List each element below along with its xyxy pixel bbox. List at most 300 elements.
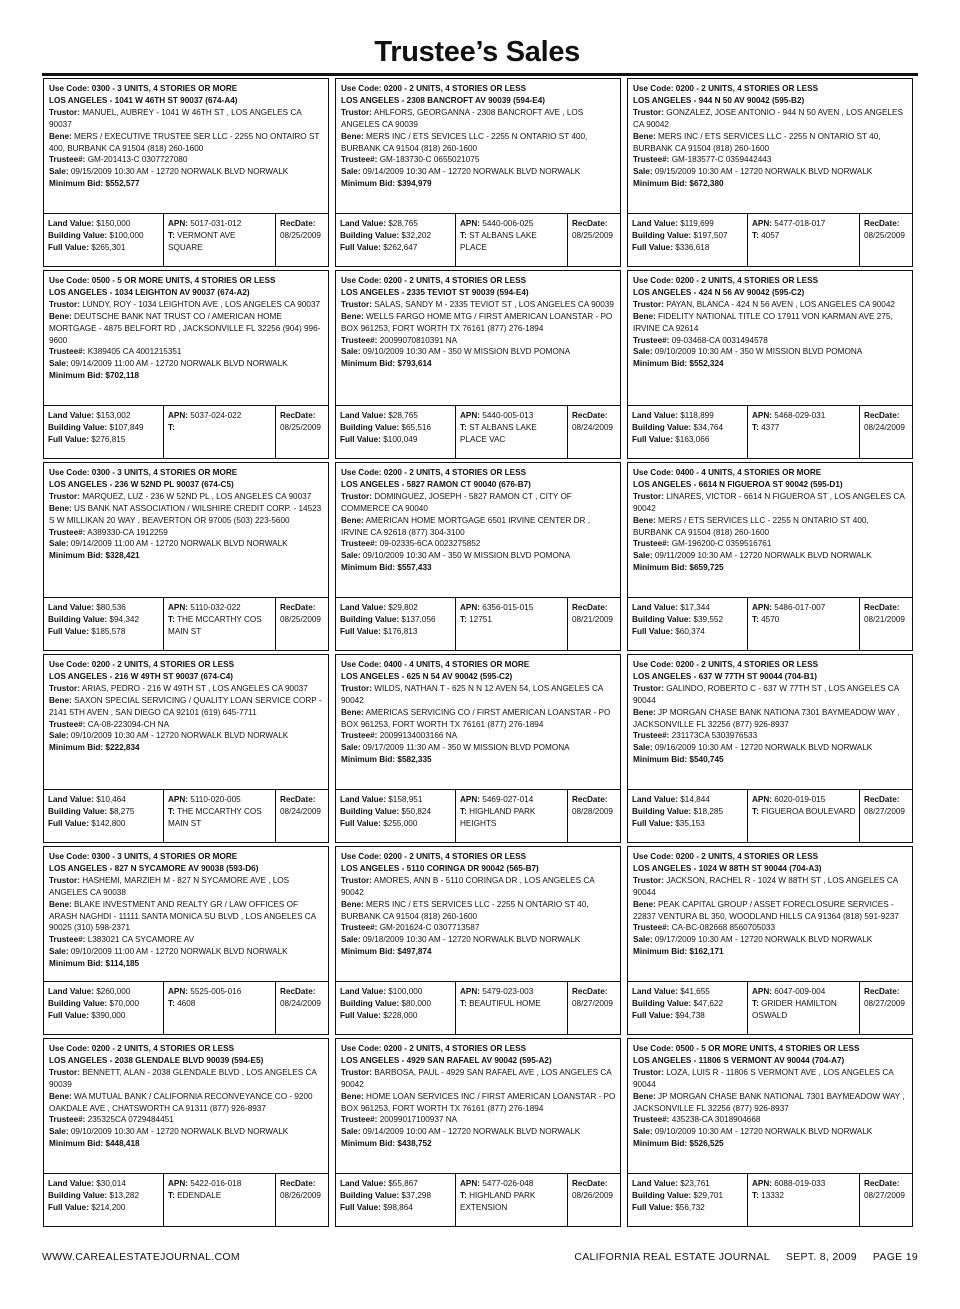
trustor-line (49, 1067, 324, 1091)
apn-label: APN: (752, 219, 773, 228)
building-value-value: $100,000 (109, 230, 144, 240)
trustor-value: LUNDY, ROY - 1034 LEIGHTON AVE , LOS ANGELES CA 90037 (82, 299, 321, 309)
minimum-bid-label: Minimum Bid: (633, 1139, 688, 1149)
listing-card (43, 462, 329, 651)
trustor-line (341, 107, 616, 131)
apn-label: APN: (460, 1179, 481, 1188)
sale-info-line (633, 550, 908, 562)
footer-website[interactable]: WWW.CAREALESTATEJOURNAL.COM (42, 1251, 240, 1263)
recdate-column (860, 790, 912, 842)
sale-info-value: 09/10/2009 10:30 AM - 12720 NORWALK BLVD NORWALK (70, 731, 289, 741)
trustor-line (633, 875, 908, 899)
listing-info (336, 271, 620, 405)
land-value-label: Land Value: (340, 795, 386, 804)
valuation-footer (44, 981, 328, 1034)
trustee-number-value: A389330-CA 1912259 (87, 527, 168, 537)
tract-label: T: (752, 230, 759, 240)
beneficiary-line (49, 899, 324, 935)
trustor-line (341, 1067, 616, 1091)
trustee-number-label: Trustee#: (633, 539, 670, 549)
full-value-label: Full Value: (48, 434, 89, 444)
apn-value: 5477-018-017 (774, 219, 826, 228)
recdate-value: 08/21/2009 (572, 614, 613, 624)
trustee-number-line (341, 1114, 616, 1126)
full-value-line (632, 626, 744, 638)
use-code: Use Code: 0500 - 5 OR MORE UNITS, 4 STORIES OR LESS (633, 1044, 860, 1053)
beneficiary-label: Bene: (633, 311, 656, 321)
beneficiary-line (49, 503, 324, 527)
apn-line (752, 794, 856, 806)
building-value-value: $29,701 (693, 1190, 724, 1200)
land-value-label: Land Value: (632, 987, 678, 996)
recdate-value: 08/25/2009 (864, 230, 905, 240)
apn-label: APN: (168, 795, 189, 804)
full-value-line (340, 1010, 452, 1022)
recdate-label: RecDate: (572, 795, 608, 804)
tract-line (168, 614, 272, 638)
full-value-line (48, 818, 160, 830)
full-value-label: Full Value: (632, 626, 673, 636)
full-value-label: Full Value: (340, 1010, 381, 1020)
recdate-value: 08/25/2009 (280, 614, 321, 624)
building-value-value: $47,622 (693, 998, 724, 1008)
recdate-column (568, 982, 620, 1034)
trustee-number-line (49, 346, 324, 358)
tract-value: FIGUEROA BOULEVARD (761, 806, 856, 816)
tract-label: T: (752, 614, 759, 624)
trustee-number-label: Trustee#: (49, 155, 86, 165)
minimum-bid-line (49, 178, 324, 190)
trustee-number-value: 09-02335-6CA 0023275852 (379, 539, 481, 549)
trustor-line (633, 299, 908, 311)
minimum-bid-line (49, 1138, 324, 1150)
use-code: Use Code: 0200 - 2 UNITS, 4 STORIES OR LESS (341, 276, 527, 285)
beneficiary-label: Bene: (49, 899, 72, 909)
beneficiary-line (341, 311, 616, 335)
listing-info (44, 655, 328, 789)
sale-info-value: 09/10/2009 10:30 AM - 12720 NORWALK BLVD NORWALK (654, 1127, 873, 1137)
listing-card (335, 270, 621, 459)
building-value-value: $37,298 (401, 1190, 432, 1200)
trustor-value: AHLFORS, GEORGANNA - 2308 BANCROFT AVE , LOS ANGELES CA 90039 (341, 107, 584, 129)
land-value-line (632, 1178, 744, 1190)
sale-info-label: Sale: (49, 167, 69, 177)
tract-label: T: (168, 1190, 175, 1200)
listing-grid (43, 78, 917, 1230)
valuation-footer (44, 789, 328, 842)
sale-info-value: 09/16/2009 10:30 AM - 12720 NORWALK BLVD NORWALK (654, 743, 873, 753)
full-value-label: Full Value: (340, 242, 381, 252)
apn-label: APN: (460, 411, 481, 420)
minimum-bid-label: Minimum Bid: (633, 179, 688, 189)
property-address: LOS ANGELES - 5110 CORINGA DR 90042 (565-B7) (341, 863, 539, 873)
apn-value: 6047-009-004 (774, 987, 826, 996)
listing-info (336, 79, 620, 213)
valuation-footer (628, 789, 912, 842)
valuation-footer (628, 1173, 912, 1226)
land-value-value: $29,802 (388, 603, 418, 612)
apn-column (748, 598, 860, 650)
footer-date: SEPT. 8, 2009 (785, 1251, 857, 1263)
trustor-value: PAYAN, BLANCA - 424 N 56 AVEN , LOS ANGELES CA 90042 (666, 299, 895, 309)
building-value-label: Building Value: (340, 998, 400, 1008)
building-value-value: $8,275 (109, 806, 135, 816)
building-value-value: $18,285 (693, 806, 724, 816)
trustor-value: ARIAS, PEDRO - 216 W 49TH ST , LOS ANGELES CA 90037 (81, 683, 308, 693)
use-code: Use Code: 0200 - 2 UNITS, 4 STORIES OR LESS (341, 84, 527, 93)
beneficiary-value: JP MORGAN CHASE BANK NATIONAL 7301 BAYMEADOW WAY , JACKSONVILLE FL 32256 (877) 926-8937 (633, 1091, 905, 1113)
recdate-value: 08/26/2009 (280, 1190, 321, 1200)
listing-card (627, 462, 913, 651)
land-value-line (632, 794, 744, 806)
listing-info (628, 655, 912, 789)
beneficiary-line (49, 695, 324, 719)
tract-value: ST ALBANS LAKE PLACE (460, 230, 537, 252)
full-value-line (48, 434, 160, 446)
minimum-bid-label: Minimum Bid: (633, 947, 688, 957)
tract-line (460, 230, 564, 254)
minimum-bid-line (341, 178, 616, 190)
property-address: LOS ANGELES - 1041 W 46TH ST 90037 (674-A4) (49, 95, 238, 105)
trustor-value: BENNETT, ALAN - 2038 GLENDALE BLVD , LOS ANGELES CA 90039 (49, 1067, 317, 1089)
property-address: LOS ANGELES - 236 W 52ND PL 90037 (674-C5) (49, 479, 234, 489)
minimum-bid-line (49, 742, 324, 754)
listing-info (44, 271, 328, 405)
beneficiary-line (633, 899, 908, 923)
sale-info-line (341, 346, 616, 358)
land-value-label: Land Value: (340, 411, 386, 420)
sale-info-line (341, 1126, 616, 1138)
apn-line (752, 410, 856, 422)
building-value-line (340, 230, 452, 242)
recdate-column (276, 406, 328, 458)
values-column (44, 214, 164, 266)
recdate-column (276, 214, 328, 266)
recdate-label: RecDate: (572, 1179, 608, 1188)
building-value-line (48, 230, 160, 242)
full-value-label: Full Value: (632, 818, 673, 828)
property-address: LOS ANGELES - 625 N 54 AV 90042 (595-C2) (341, 671, 513, 681)
apn-value: 5017-031-012 (190, 219, 242, 228)
footer-journal: CALIFORNIA REAL ESTATE JOURNAL (574, 1251, 770, 1263)
minimum-bid-value: $222,834 (105, 743, 140, 753)
recdate-label: RecDate: (280, 795, 316, 804)
tract-label: T: (460, 230, 467, 240)
tract-value: EDENDALE (177, 1190, 222, 1200)
valuation-footer (44, 597, 328, 650)
sale-info-line (341, 550, 616, 562)
full-value-line (632, 1202, 744, 1214)
trustee-number-line (341, 335, 616, 347)
minimum-bid-line (341, 946, 616, 958)
apn-column (164, 790, 276, 842)
recdate-column (860, 598, 912, 650)
trustee-number-value: 235325CA 0729484451 (87, 1115, 174, 1125)
beneficiary-line (633, 707, 908, 731)
property-address: LOS ANGELES - 11806 S VERMONT AV 90044 (704-A7) (633, 1055, 845, 1065)
trustor-label: Trustor: (633, 299, 664, 309)
trustor-line (49, 107, 324, 131)
building-value-line (48, 422, 160, 434)
listing-card (335, 78, 621, 267)
beneficiary-value: AMERICAS SERVICING CO / FIRST AMERICAN LOANSTAR - PO BOX 961253, FORT WORTH TX 76161 (877) 276-1894 (341, 707, 611, 729)
property-address: LOS ANGELES - 6614 N FIGUEROA ST 90042 (595-D1) (633, 479, 843, 489)
sale-info-line (49, 946, 324, 958)
land-value-value: $118,899 (680, 411, 714, 420)
tract-label: T: (460, 422, 467, 432)
listing-card (335, 1038, 621, 1227)
full-value-value: $142,800 (91, 818, 126, 828)
sale-info-label: Sale: (633, 167, 653, 177)
listing-card (627, 270, 913, 459)
trustor-line (633, 107, 908, 131)
tract-value: GRIDER HAMILTON OSWALD (752, 998, 837, 1020)
land-value-line (340, 986, 452, 998)
values-column (44, 1174, 164, 1226)
beneficiary-value: WELLS FARGO HOME MTG / FIRST AMERICAN LOANSTAR - PO BOX 961253, FORT WORTH TX 76161 (877) 276-1894 (341, 311, 613, 333)
beneficiary-line (341, 515, 616, 539)
property-address: LOS ANGELES - 216 W 49TH ST 90037 (674-C4) (49, 671, 233, 681)
land-value-line (48, 1178, 160, 1190)
tract-line (460, 614, 564, 626)
sale-info-value: 09/14/2009 11:00 AM - 12720 NORWALK BLVD NORWALK (70, 539, 288, 549)
minimum-bid-value: $448,418 (105, 1139, 140, 1149)
recdate-column (568, 598, 620, 650)
full-value-value: $176,813 (383, 626, 418, 636)
land-value-value: $260,000 (96, 987, 131, 996)
listing-info (336, 655, 620, 789)
building-value-label: Building Value: (340, 1190, 400, 1200)
trustor-value: HASHEMI, MARZIEH M - 827 N SYCAMORE AVE , LOS ANGELES CA 90038 (49, 875, 290, 897)
full-value-label: Full Value: (340, 434, 381, 444)
beneficiary-value: US BANK NAT ASSOCIATION / WILSHIRE CREDIT CORP. - 14523 S W MILLIKAN 20 WAY , BEAVERTON OR 97005 (503) 223-5600 (49, 503, 322, 525)
full-value-label: Full Value: (340, 1202, 381, 1212)
trustor-line (341, 491, 616, 515)
sale-info-value: 09/15/2009 10:30 AM - 12720 NORWALK BLVD NORWALK (70, 167, 289, 177)
trustee-number-value: 09-03468-CA 0031494578 (671, 335, 768, 345)
recdate-label: RecDate: (572, 219, 608, 228)
property-address: LOS ANGELES - 1034 LEIGHTON AV 90037 (674-A2) (49, 287, 250, 297)
tract-value: HIGHLAND PARK HEIGHTS (460, 806, 536, 828)
trustee-number-label: Trustee#: (633, 155, 670, 165)
tract-line (168, 998, 272, 1010)
land-value-label: Land Value: (632, 411, 678, 420)
sale-info-line (49, 730, 324, 742)
trustee-number-line (341, 154, 616, 166)
trustee-number-label: Trustee#: (341, 731, 378, 741)
building-value-label: Building Value: (340, 614, 400, 624)
beneficiary-label: Bene: (341, 707, 364, 717)
values-column (44, 790, 164, 842)
trustor-line (341, 683, 616, 707)
apn-label: APN: (752, 603, 773, 612)
full-value-value: $336,618 (675, 242, 710, 252)
apn-column (164, 214, 276, 266)
recdate-value: 08/25/2009 (280, 422, 321, 432)
full-value-line (340, 818, 452, 830)
minimum-bid-line (341, 562, 616, 574)
recdate-column (568, 1174, 620, 1226)
listing-info (336, 463, 620, 597)
minimum-bid-label: Minimum Bid: (341, 179, 396, 189)
recdate-label: RecDate: (280, 987, 316, 996)
listing-row (43, 1038, 917, 1227)
sale-info-label: Sale: (341, 743, 361, 753)
sale-info-label: Sale: (49, 359, 69, 369)
beneficiary-label: Bene: (49, 1091, 72, 1101)
building-value-line (340, 998, 452, 1010)
listing-row (43, 654, 917, 843)
recdate-value: 08/25/2009 (572, 230, 613, 240)
tract-value: BEAUTIFUL HOME (469, 998, 541, 1008)
use-code: Use Code: 0300 - 3 UNITS, 4 STORIES OR MORE (49, 468, 238, 477)
values-column (628, 982, 748, 1034)
beneficiary-label: Bene: (341, 899, 364, 909)
recdate-column (276, 790, 328, 842)
land-value-label: Land Value: (48, 1179, 94, 1188)
minimum-bid-line (633, 1138, 908, 1150)
trustee-number-line (633, 335, 908, 347)
trustee-number-value: GM-183577-C 0359442443 (671, 155, 772, 165)
beneficiary-line (49, 311, 324, 347)
page-title: Trustee’s Sales (374, 36, 580, 68)
trustor-label: Trustor: (341, 299, 372, 309)
minimum-bid-line (49, 958, 324, 970)
apn-label: APN: (460, 987, 481, 996)
land-value-line (340, 794, 452, 806)
building-value-value: $13,282 (109, 1190, 140, 1200)
listing-card (43, 654, 329, 843)
apn-column (456, 1174, 568, 1226)
apn-line (460, 410, 564, 422)
building-value-line (48, 806, 160, 818)
apn-label: APN: (168, 987, 189, 996)
sale-info-value: 09/14/2009 11:00 AM - 12720 NORWALK BLVD NORWALK (70, 359, 288, 369)
building-value-line (340, 614, 452, 626)
beneficiary-line (341, 899, 616, 923)
trustor-line (49, 491, 324, 503)
listing-info (628, 271, 912, 405)
minimum-bid-line (341, 754, 616, 766)
trustor-label: Trustor: (633, 1067, 664, 1077)
tract-line (168, 230, 272, 254)
listing-card (627, 1038, 913, 1227)
apn-value: 5037-024-022 (190, 411, 242, 420)
building-value-line (632, 998, 744, 1010)
apn-label: APN: (752, 987, 773, 996)
trustee-number-value: GM-201624-C 0307713587 (379, 923, 480, 933)
land-value-label: Land Value: (340, 1179, 386, 1188)
property-address: LOS ANGELES - 4929 SAN RAFAEL AV 90042 (595-A2) (341, 1055, 552, 1065)
building-value-value: $197,507 (693, 230, 728, 240)
recdate-value: 08/21/2009 (864, 614, 905, 624)
listing-card (335, 462, 621, 651)
minimum-bid-value: $497,874 (397, 947, 432, 957)
sale-info-label: Sale: (341, 167, 361, 177)
apn-label: APN: (460, 219, 481, 228)
recdate-label: RecDate: (864, 219, 900, 228)
land-value-label: Land Value: (632, 603, 678, 612)
use-code: Use Code: 0200 - 2 UNITS, 4 STORIES OR LESS (49, 1044, 235, 1053)
trustor-line (49, 299, 324, 311)
recdate-label: RecDate: (572, 987, 608, 996)
sale-info-label: Sale: (633, 935, 653, 945)
beneficiary-value: MERS INC / ETS SERVICES LLC - 2255 N ONTARIO ST 40, BURBANK CA 91504 (818) 260-1600 (633, 131, 881, 153)
sale-info-value: 09/10/2009 10:30 AM - 350 W MISSION BLVD POMONA (654, 347, 863, 357)
listing-row (43, 270, 917, 459)
tract-line (460, 422, 564, 446)
trustor-value: BARBOSA, PAUL - 4929 SAN RAFAEL AVE , LOS ANGELES CA 90042 (341, 1067, 612, 1089)
tract-label: T: (460, 998, 467, 1008)
beneficiary-label: Bene: (341, 311, 364, 321)
apn-column (748, 406, 860, 458)
recdate-label: RecDate: (864, 795, 900, 804)
sale-info-label: Sale: (341, 347, 361, 357)
trustor-value: JACKSON, RACHEL R - 1024 W 88TH ST , LOS ANGELES CA 90044 (633, 875, 898, 897)
values-column (628, 406, 748, 458)
values-column (336, 598, 456, 650)
full-value-line (632, 434, 744, 446)
listing-info (44, 463, 328, 597)
apn-column (164, 598, 276, 650)
beneficiary-line (633, 311, 908, 335)
minimum-bid-line (633, 754, 908, 766)
trustee-number-line (633, 538, 908, 550)
apn-column (456, 214, 568, 266)
full-value-value: $163,066 (675, 434, 710, 444)
listing-card (627, 846, 913, 1035)
valuation-footer (628, 597, 912, 650)
recdate-label: RecDate: (864, 411, 900, 420)
valuation-footer (628, 981, 912, 1034)
title-rule (42, 73, 918, 76)
beneficiary-value: FIDELITY NATIONAL TITLE CO 17911 VON KARMAN AVE 275, IRVINE CA 92614 (633, 311, 893, 333)
beneficiary-value: BLAKE INVESTMENT AND REALTY GR / LAW OFFICES OF ARASH NAGHDI - 11111 SANTA MONICA SU BLVD , LOS ANGELES CA 90025 (310) 598-2371 (49, 899, 316, 933)
sale-info-line (633, 742, 908, 754)
trustee-number-line (633, 1114, 908, 1126)
apn-value: 5477-026-048 (482, 1179, 534, 1188)
trustor-line (341, 299, 616, 311)
land-value-line (340, 1178, 452, 1190)
listing-row (43, 78, 917, 267)
apn-line (168, 410, 272, 422)
sale-info-value: 09/10/2009 10:30 AM - 350 W MISSION BLVD POMONA (362, 347, 571, 357)
beneficiary-label: Bene: (633, 131, 656, 141)
apn-label: APN: (460, 795, 481, 804)
tract-label: T: (752, 422, 759, 432)
trustee-number-value: 231173CA 5303976533 (671, 731, 758, 741)
use-code: Use Code: 0500 - 5 OR MORE UNITS, 4 STORIES OR LESS (49, 276, 276, 285)
listing-info (628, 79, 912, 213)
minimum-bid-label: Minimum Bid: (49, 371, 104, 381)
apn-value: 5440-005-013 (482, 411, 534, 420)
trustee-number-label: Trustee#: (341, 155, 378, 165)
tract-value: VERMONT AVE SQUARE (168, 230, 236, 252)
tract-value: 4608 (177, 998, 196, 1008)
sale-info-line (341, 742, 616, 754)
use-code: Use Code: 0200 - 2 UNITS, 4 STORIES OR LESS (633, 660, 819, 669)
values-column (44, 406, 164, 458)
beneficiary-label: Bene: (49, 131, 72, 141)
trustor-value: AMORES, ANN B - 5110 CORINGA DR , LOS ANGELES CA 90042 (341, 875, 595, 897)
valuation-footer (628, 213, 912, 266)
minimum-bid-line (633, 358, 908, 370)
land-value-label: Land Value: (48, 219, 94, 228)
trustee-number-line (49, 527, 324, 539)
trustor-line (633, 683, 908, 707)
land-value-label: Land Value: (632, 219, 678, 228)
beneficiary-label: Bene: (341, 515, 364, 525)
